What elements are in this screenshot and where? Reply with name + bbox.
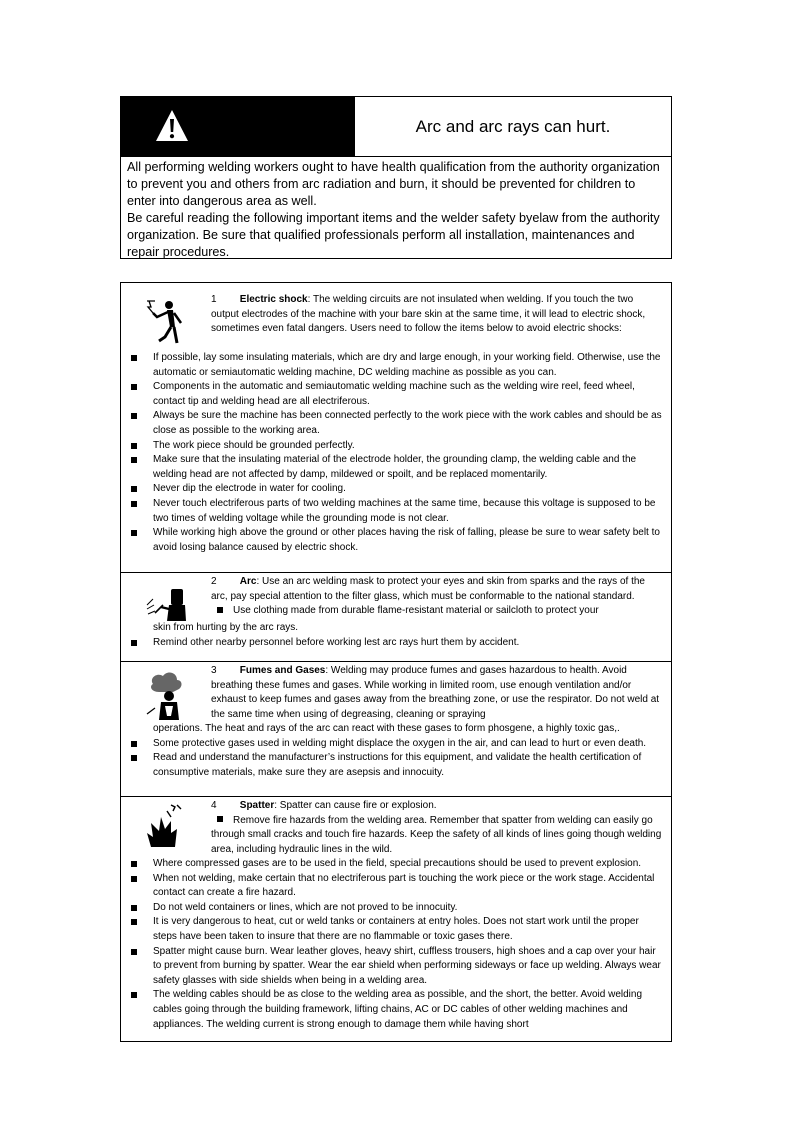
bullet-item: Remind other nearby personnel before working lest arc rays hurt them by accident.: [153, 636, 665, 651]
electric-shock-icon: [145, 297, 185, 345]
bullet-item: If possible, lay some insulating materials, which are dry and large enough, in your working field. Otherwise, use the automatic or semiautomatic welding machine, DC welding machine as possible as you can.: [153, 351, 665, 380]
warning-title: Arc and arc rays can hurt.: [415, 116, 611, 136]
section-intro: : Welding may produce fumes and gases hazardous to health. Avoid breathing these fumes and gases. While working in limited room, use enough ventilation and/or exhaust to keep fumes and gases away from the breathing zone, or use the respirator. Do not weld at the same time when using of degreasing, cleaning or spraying: [211, 665, 660, 720]
arc-welding-icon: [145, 583, 187, 623]
inline-bullet-continuation: skin from hurting by the arc rays.: [153, 622, 299, 633]
section-2-continuation: [153, 621, 665, 650]
bullet-item: It is very dangerous to heat, cut or weld tanks or containers at entry holes. Does not start work until the proper steps have been taken to insure that there are no flammable or toxic gases there.: [153, 915, 665, 944]
bullet-item: The welding cables should be as close to the welding area as possible, and the short, the better. Avoid welding cables going through the building framework, lifting chains, AC or DC cables of other welding machines and appliances. The welding current is strong enough to damage them while having short: [153, 988, 665, 1032]
bullet-item: Components in the automatic and semiautomatic welding machine such as the welding wire reel, feed wheel, contact tip and welding head are all electriferous.: [153, 380, 665, 409]
section-number: 2: [211, 576, 217, 587]
warning-text: [127, 159, 663, 261]
bullet-item: Read and understand the manufacturer’s instructions for this equipment, and validate the health certification of consumptive materials, make sure they are asepsis and innocuity.: [153, 751, 668, 780]
section-2-heading: [211, 575, 663, 619]
bullet-item: The work piece should be grounded perfectly.: [153, 439, 665, 454]
section-spatter: [121, 796, 671, 1042]
section-title: Arc: [239, 576, 257, 587]
section-3-continuation: [153, 722, 668, 780]
section-4-heading: [211, 799, 663, 857]
bullet-item: Always be sure the machine has been connected perfectly to the work piece with the work cables and should be as close as possible to the working area.: [153, 409, 665, 438]
section-number: 1: [211, 294, 217, 305]
bullet-item: While working high above the ground or other places having the risk of falling, please be sure to wear safety belt to avoid losing balance caused by electric shock.: [153, 526, 665, 555]
bullet-item: Never touch electriferous parts of two welding machines at the same time, because this voltage is supposed to be two times of welding voltage while the grounding mode is not clear.: [153, 497, 665, 526]
section-title: Fumes and Gases: [239, 665, 326, 676]
warning-banner: [121, 97, 355, 156]
warning-triangle-icon: [155, 109, 189, 143]
section-4-bullets: [153, 857, 665, 1032]
section-intro: : Use an arc welding mask to protect your eyes and skin from sparks and the rays of the arc, pay special attention to the filter glass, which must be conformable to the national standard.: [211, 576, 645, 602]
section-fumes-gases: [121, 661, 671, 796]
warning-box: [120, 96, 672, 259]
section-1-heading: [211, 293, 663, 337]
bullet-item: Make sure that the insulating material of the electrode holder, the grounding clamp, the welding cable and the welding head are not affected by damp, mildewed or spoilt, and be replaced momentarily.: [153, 453, 665, 482]
fumes-gases-icon: [145, 670, 193, 722]
section-intro: : Spatter can cause fire or explosion.: [274, 800, 437, 811]
warning-paragraph-1: All performing welding workers ought to have health qualification from the authority organization to prevent you and others from arc radiation and burn, it should be prevented for children to enter into dangerous area as well.: [127, 160, 660, 208]
bullet-marker: [217, 607, 223, 613]
section-title: Electric shock: [239, 294, 308, 305]
bullet-item: Where compressed gases are to be used in the field, special precautions should be used to prevent explosion.: [153, 857, 665, 872]
section-1-bullets: [153, 351, 665, 555]
section-number: 3: [211, 665, 217, 676]
fire-spatter-icon: [143, 803, 187, 849]
divider: [121, 156, 671, 157]
section-number: 4: [211, 800, 217, 811]
section-electric-shock: [121, 283, 671, 572]
inline-bullet-item: Remove fire hazards from the welding area. Remember that spatter from welding can easily go through small cracks and touch fire hazards. Keep the safety of all kinds of lines going though welding area, including hydraulic lines in the wild.: [211, 814, 662, 855]
bullet-item: Never dip the electrode in water for cooling.: [153, 482, 665, 497]
section-3-heading: [211, 664, 663, 722]
bullet-item: When not welding, make certain that no electriferous part is touching the work piece or the work stage. Accidental contact can create a fire hazard.: [153, 872, 665, 901]
section-continuation: operations. The heat and rays of the arc can react with these gases to form phosgene, a highly toxic gas,.: [153, 723, 620, 734]
bullet-item: Spatter might cause burn. Wear leather gloves, heavy shirt, cuffless trousers, high shoes and a cap over your hair to prevent from burning by spatter. Wear the ear shield when performing sideways or face up welding. Always wear safety glasses with side shields when being in a welding area.: [153, 945, 665, 989]
inline-bullet-item: Use clothing made from durable flame-resistant material or sailcloth to protect your: [211, 604, 663, 619]
section-intro: : The welding circuits are not insulated when welding. If you touch the two output electrodes of the machine with your bare skin at the same time, it will lead to electric shock, sometimes even fatal dangers. Users need to follow the items below to avoid electric shocks:: [211, 294, 646, 335]
bullet-item: Some protective gases used in welding might displace the oxygen in the air, and can lead to hurt or even death.: [153, 737, 668, 752]
safety-instructions-box: [120, 282, 672, 1042]
bullet-item: Do not weld containers or lines, which are not proved to be innocuity.: [153, 901, 665, 916]
section-arc: [121, 572, 671, 661]
warning-paragraph-2: Be careful reading the following important items and the welder safety byelaw from the authority organization. Be sure that qualified professionals perform all installation, maintenances and repair procedures.: [127, 211, 660, 259]
bullet-marker: [217, 816, 223, 822]
section-title: Spatter: [239, 800, 275, 811]
